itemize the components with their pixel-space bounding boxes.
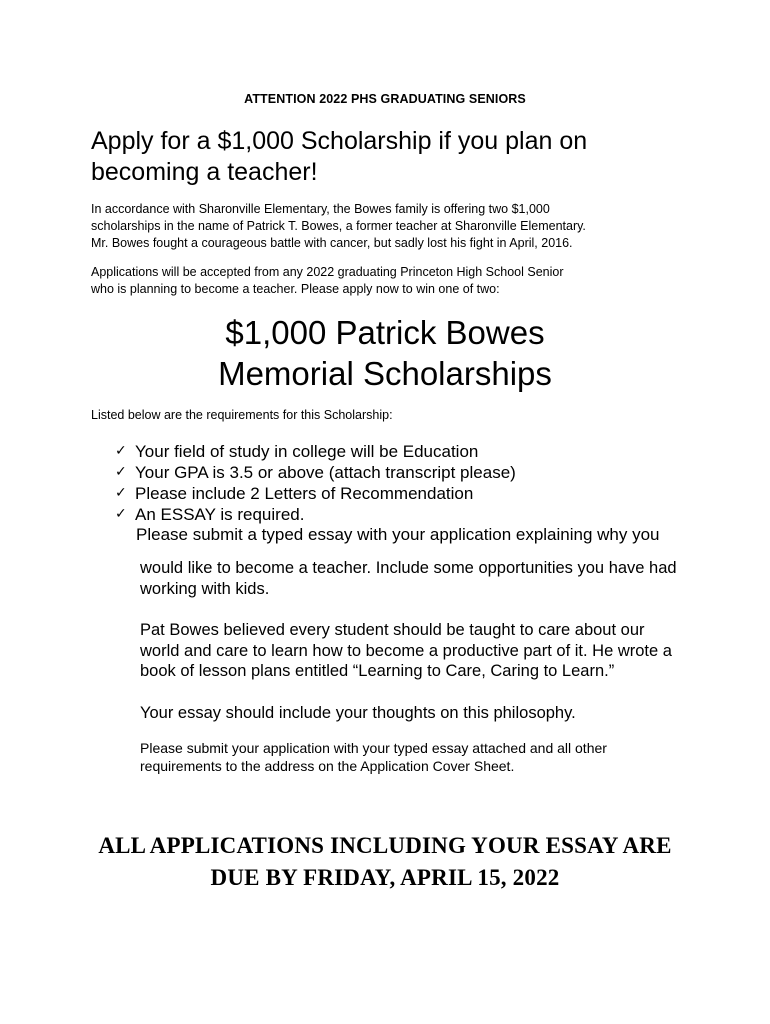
- requirement-text: Your field of study in college will be Education: [135, 442, 479, 461]
- requirement-item: [115, 462, 516, 483]
- scholarship-title: [0, 312, 770, 394]
- scholarship-title-line: Memorial Scholarships: [218, 355, 552, 392]
- philosophy-line: book of lesson plans entitled “Learning to Care, Caring to Learn.”: [140, 662, 615, 680]
- requirements-list: [115, 441, 516, 525]
- philosophy-paragraph: [140, 620, 740, 682]
- essay-instruction: Please submit a typed essay with your application explaining why you: [136, 525, 660, 544]
- requirement-item: [115, 504, 516, 525]
- eligibility-line: Applications will be accepted from any 2022 graduating Princeton High School Senior: [91, 265, 564, 279]
- deadline-line: DUE BY FRIDAY, APRIL 15, 2022: [210, 865, 560, 890]
- headline: [91, 126, 651, 188]
- essay-line: working with kids.: [140, 579, 270, 598]
- requirement-text: Please include 2 Letters of Recommendation: [135, 484, 474, 503]
- intro-line: Mr. Bowes fought a courageous battle with cancer, but sadly lost his fight in April, 2016.: [91, 236, 573, 250]
- thoughts-paragraph: [140, 703, 740, 724]
- deadline-line: ALL APPLICATIONS INCLUDING YOUR ESSAY ARE: [98, 833, 672, 858]
- requirements-intro: Listed below are the requirements for this Scholarship:: [91, 408, 393, 422]
- scholarship-title-line: $1,000 Patrick Bowes: [225, 314, 545, 351]
- deadline-notice: [0, 830, 770, 894]
- philosophy-line: world and care to learn how to become a productive part of it. He wrote a: [140, 641, 672, 660]
- checkmark-icon: ✓: [115, 485, 127, 501]
- eligibility-line: who is planning to become a teacher. Please apply now to win one of two:: [91, 282, 500, 296]
- thoughts-line: Your essay should include your thoughts on this philosophy.: [140, 704, 576, 722]
- checkmark-icon: ✓: [115, 443, 127, 459]
- submission-line: requirements to the address on the Application Cover Sheet.: [140, 758, 515, 774]
- headline-line: Apply for a $1,000 Scholarship if you plan on: [91, 127, 588, 155]
- intro-line: In accordance with Sharonville Elementary, the Bowes family is offering two $1,000: [91, 202, 550, 216]
- submission-line: Please submit your application with your typed essay attached and all other: [140, 740, 607, 756]
- requirement-item: [115, 483, 516, 504]
- essay-line: would like to become a teacher. Include some opportunities you have had: [140, 559, 677, 577]
- intro-line: scholarships in the name of Patrick T. Bowes, a former teacher at Sharonville Elementary.: [91, 219, 586, 233]
- requirement-text: An ESSAY is required.: [135, 505, 305, 524]
- requirement-item: [115, 441, 516, 462]
- eligibility-paragraph: [91, 264, 691, 298]
- requirement-text: Your GPA is 3.5 or above (attach transcript please): [135, 463, 516, 482]
- philosophy-line: Pat Bowes believed every student should be taught to care about our: [140, 621, 645, 639]
- intro-paragraph: [91, 201, 691, 252]
- submission-paragraph: [140, 739, 740, 775]
- checkmark-icon: ✓: [115, 506, 127, 522]
- attention-heading: ATTENTION 2022 PHS GRADUATING SENIORS: [244, 92, 526, 106]
- headline-line: becoming a teacher!: [91, 158, 318, 186]
- checkmark-icon: ✓: [115, 464, 127, 480]
- essay-continuation: [140, 558, 740, 599]
